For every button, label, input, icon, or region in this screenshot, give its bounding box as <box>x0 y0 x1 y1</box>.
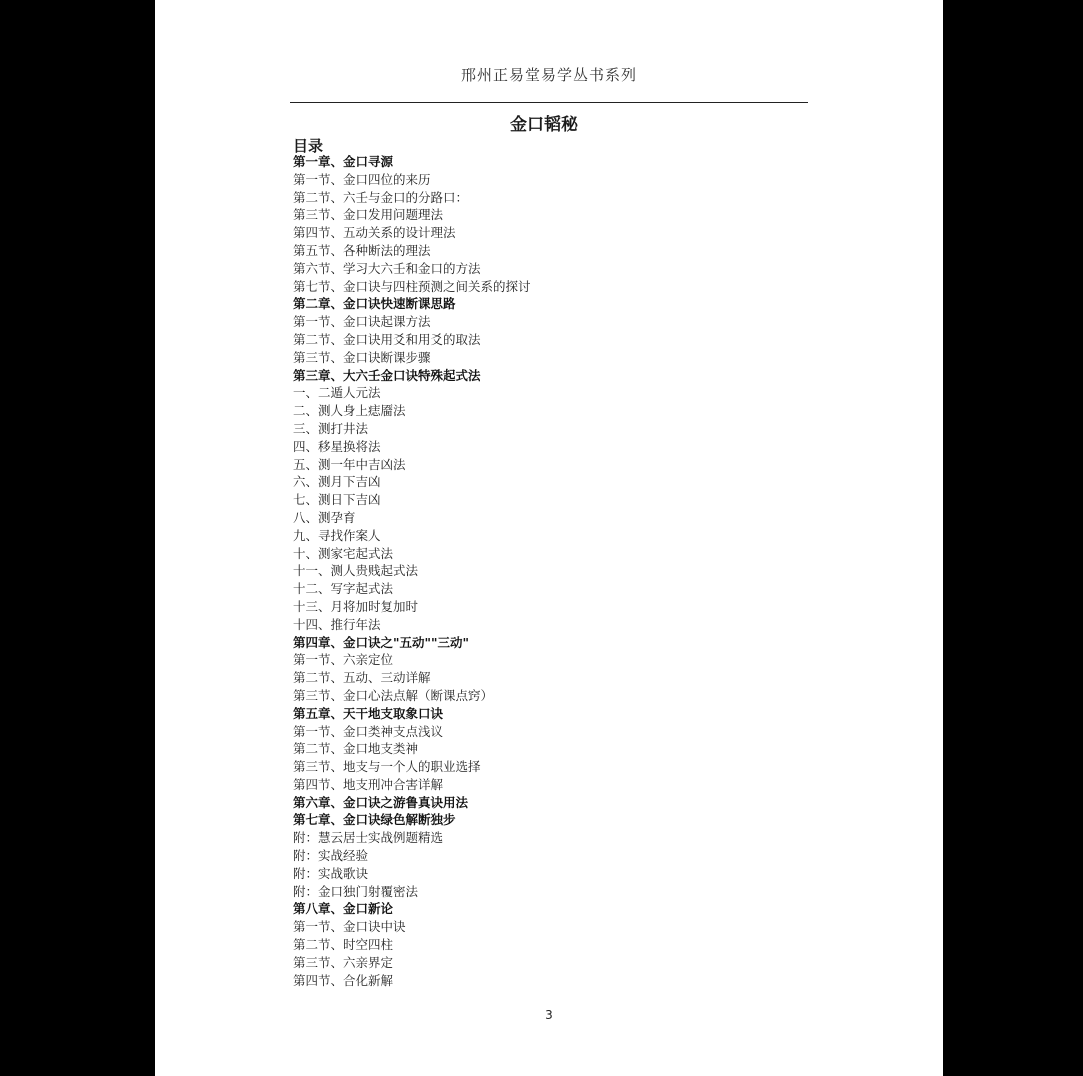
toc-section-entry: 附：金口独门射覆密法 <box>293 883 419 899</box>
toc-chapter-entry: 第二章、金口诀快速断课思路 <box>293 296 456 312</box>
toc-section-entry: 第一节、六亲定位 <box>293 652 394 668</box>
toc-section-entry: 附：实战歌诀 <box>293 865 369 881</box>
toc-section-entry: 十四、推行年法 <box>293 616 381 632</box>
toc-chapter-entry: 第四章、金口诀之"五动""三动" <box>293 634 470 650</box>
toc-section-entry: 第四节、合化新解 <box>293 972 394 988</box>
toc-section-entry: 六、测月下吉凶 <box>293 474 381 490</box>
toc-section-entry: 五、测一年中吉凶法 <box>293 456 406 472</box>
toc-section-entry: 十三、月将加时复加时 <box>293 598 419 614</box>
toc-section-entry: 附：实战经验 <box>293 848 369 864</box>
toc-section-entry: 十、测家宅起式法 <box>293 545 394 561</box>
toc-section-entry: 第四节、五动关系的设计理法 <box>293 225 456 241</box>
document-page <box>155 0 943 1076</box>
toc-heading: 目录 <box>293 137 324 155</box>
header-divider <box>290 102 808 103</box>
toc-section-entry: 第一节、金口类神支点浅议 <box>293 723 444 739</box>
toc-chapter-entry: 第七章、金口诀绿色解断独步 <box>293 812 456 828</box>
toc-section-entry: 第三节、地支与一个人的职业选择 <box>293 759 481 775</box>
toc-section-entry: 九、寻找作案人 <box>293 527 381 543</box>
toc-section-entry: 七、测日下吉凶 <box>293 492 381 508</box>
toc-section-entry: 第二节、金口地支类神 <box>293 741 419 757</box>
toc-section-entry: 十一、测人贵贱起式法 <box>293 563 419 579</box>
toc-section-entry: 第一节、金口诀中诀 <box>293 919 406 935</box>
toc-section-entry: 二、测人身上痣靥法 <box>293 403 406 419</box>
toc-section-entry: 第二节、金口诀用爻和用爻的取法 <box>293 331 481 347</box>
toc-section-entry: 第二节、五动、三动详解 <box>293 670 431 686</box>
toc-section-entry: 第三节、金口诀断课步骤 <box>293 349 431 365</box>
series-header: 邢州正易堂易学丛书系列 <box>460 66 637 84</box>
toc-chapter-entry: 第八章、金口新论 <box>293 901 394 917</box>
toc-chapter-entry: 第五章、天干地支取象口诀 <box>293 705 444 721</box>
toc-section-entry: 第六节、学习大六壬和金口的方法 <box>293 260 481 276</box>
toc-section-entry: 第五节、各种断法的理法 <box>293 242 431 258</box>
toc-section-entry: 第三节、六亲界定 <box>293 954 394 970</box>
toc-chapter-entry: 第六章、金口诀之游鲁真诀用法 <box>293 794 469 810</box>
toc-section-entry: 附：慧云居士实战例题精选 <box>293 830 444 846</box>
toc-section-entry: 三、测打井法 <box>293 420 369 436</box>
toc-section-entry: 第一节、金口四位的来历 <box>293 171 431 187</box>
toc-section-entry: 第七节、金口诀与四柱预测之间关系的探讨 <box>293 278 531 294</box>
toc-section-entry: 第三节、金口发用问题理法 <box>293 207 444 223</box>
toc-section-entry: 八、测孕育 <box>293 509 356 525</box>
toc-section-entry: 一、二遁人元法 <box>293 385 381 401</box>
toc-section-entry: 十二、写字起式法 <box>293 581 394 597</box>
toc-section-entry: 第一节、金口诀起课方法 <box>293 314 431 330</box>
toc-chapter-entry: 第三章、大六壬金口诀特殊起式法 <box>293 367 481 383</box>
page-number: 3 <box>545 1008 553 1022</box>
toc-section-entry: 第三节、金口心法点解（断课点窍） <box>293 687 494 703</box>
toc-section-entry: 第二节、六壬与金口的分路口： <box>293 189 469 205</box>
toc-section-entry: 第四节、地支刑冲合害详解 <box>293 776 444 792</box>
document-title: 金口韬秘 <box>510 115 578 135</box>
toc-chapter-entry: 第一章、金口寻源 <box>293 154 394 169</box>
toc-section-entry: 第二节、时空四柱 <box>293 937 394 953</box>
toc-section-entry: 四、移星换将法 <box>293 438 381 454</box>
table-of-contents <box>293 153 531 989</box>
